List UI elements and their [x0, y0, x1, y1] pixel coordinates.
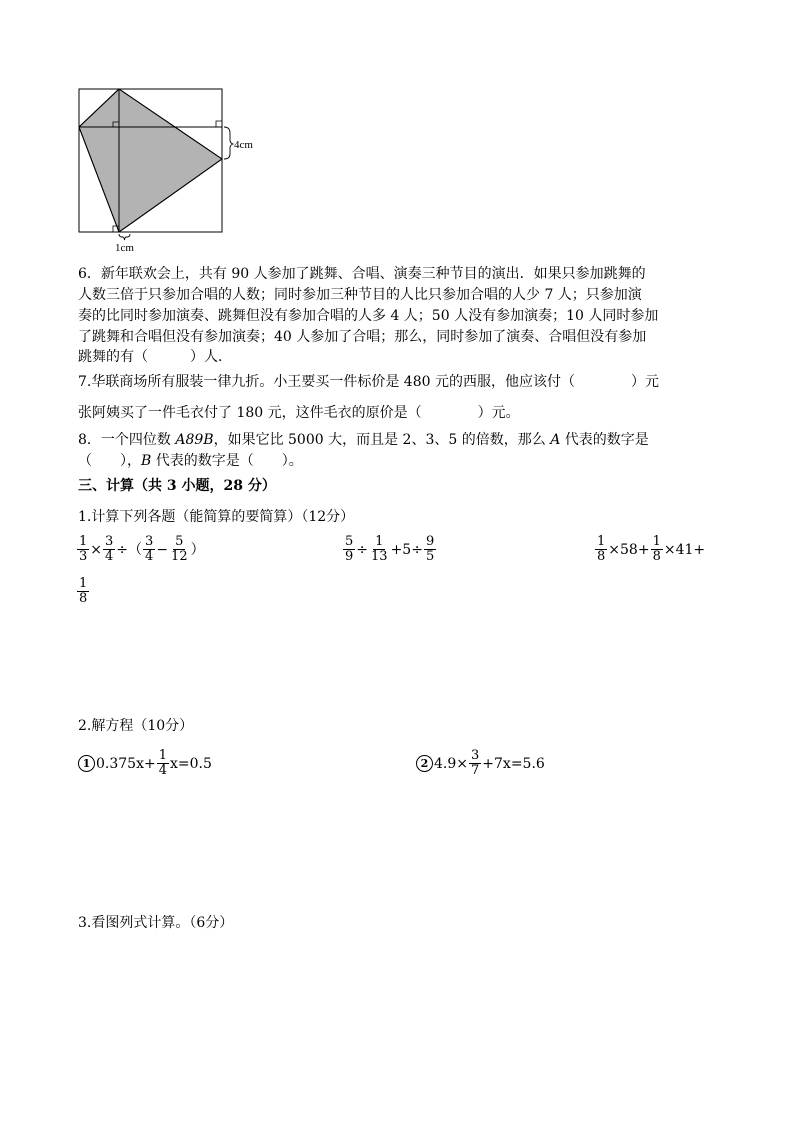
section-3-heading: 三、计算（共 3 小题，28 分） [78, 478, 276, 494]
fraction [103, 535, 115, 564]
numerator: 5 [345, 534, 354, 549]
closing-paren: ） [190, 541, 205, 558]
circled-number-1: 1 [78, 755, 95, 772]
circled-number-2: 2 [416, 755, 433, 772]
numerator: 5 [175, 534, 184, 549]
expression-c [594, 535, 705, 564]
label-4cm: 4cm [234, 139, 253, 151]
q6-line-4: 了跳舞和合唱但没有参加演奏；40 人参加了合唱；那么，同时参加了演奏、合唱但没有参加 [78, 329, 647, 345]
q8-var-b: B [141, 453, 152, 469]
q8-text-c: 代表的数字是 [560, 432, 649, 448]
denominator: 13 [371, 549, 388, 564]
numerator: 1 [79, 534, 88, 549]
denominator: 4 [145, 549, 154, 564]
q8-text-e: 代表的数字是（ ）。 [151, 453, 303, 469]
equation-text: +7x=5.6 [482, 755, 545, 772]
numerator: 9 [425, 534, 435, 549]
denominator: 7 [471, 763, 480, 778]
operator: × [90, 541, 103, 558]
q8-var-a: A [550, 432, 561, 448]
geometry-figure [70, 80, 270, 260]
q8-text-a: 8．一个四位数 [78, 432, 176, 448]
numerator: 1 [79, 576, 88, 591]
numerator: 1 [652, 534, 661, 549]
denominator: 8 [79, 591, 88, 606]
equation-text: 4.9× [434, 755, 468, 772]
denominator: 5 [425, 549, 435, 564]
fraction [157, 749, 169, 778]
q6-line-2: 人数三倍于只参加合唱的人数；同时参加三种节目的人比只参加合唱的人少 7 人；只参加演 [78, 287, 642, 303]
operator: ×58+ [608, 541, 650, 558]
label-1cm: 1cm [115, 242, 134, 254]
operator: ÷ [356, 541, 369, 558]
denominator: 4 [158, 763, 167, 778]
q8-text-d: （ ）， [78, 453, 141, 469]
expression-a [76, 535, 205, 564]
operator: +5÷ [390, 541, 423, 558]
fraction [169, 535, 190, 564]
numerator: 1 [375, 534, 384, 549]
fraction [651, 535, 663, 564]
equation-1 [78, 749, 212, 778]
part-3-title: 3.看图列式计算。（6分） [78, 915, 234, 931]
fraction [77, 535, 89, 564]
brace-right [224, 127, 233, 159]
equation-2 [416, 749, 545, 778]
q6-line-5: 跳舞的有（ ）人． [78, 349, 232, 365]
q6-line-3: 奏的比同时参加演奏、跳舞但没有参加合唱的人多 4 人；50 人没有参加演奏；10 人同时参加 [78, 308, 659, 324]
denominator: 9 [345, 549, 354, 564]
q8-line-1 [78, 430, 649, 450]
operator: − [156, 541, 169, 558]
numerator: 1 [158, 748, 167, 763]
part-2-title: 2.解方程（10分） [78, 718, 194, 734]
q7-line-2: 张阿姨买了一件毛衣付了 180 元，这件毛衣的原价是（ ）元。 [78, 405, 520, 421]
expression-b [342, 535, 437, 564]
right-angle-mark-right [216, 121, 222, 127]
operator: ÷（ [116, 541, 143, 558]
q6-line-1: 6．新年联欢会上，共有 90 人参加了跳舞、合唱、演奏三种节目的演出．如果只参加跳舞的 [78, 266, 646, 282]
numerator: 1 [597, 534, 606, 549]
expression-c-continued [76, 577, 90, 606]
q8-text-b: ，如果它比 5000 大，而且是 2、3、5 的倍数，那么 [213, 432, 551, 448]
numerator: 3 [145, 534, 154, 549]
brace-bottom [119, 234, 130, 240]
denominator: 8 [652, 549, 661, 564]
fraction [424, 535, 436, 564]
part-1-title: 1.计算下列各题（能简算的要简算）（12分） [78, 509, 355, 525]
equation-text: x=0.5 [170, 755, 212, 772]
denominator: 4 [105, 549, 114, 564]
operator: ×41+ [663, 541, 706, 558]
fraction [143, 535, 155, 564]
numerator: 3 [471, 748, 480, 763]
q8-var-a89b: A89B [175, 432, 214, 448]
denominator: 12 [171, 549, 188, 564]
fraction [369, 535, 390, 564]
equation-text: 0.375x+ [96, 755, 156, 772]
fraction [77, 577, 89, 606]
numerator: 3 [105, 534, 114, 549]
denominator: 8 [597, 549, 606, 564]
q7-line-1: 7.华联商场所有服装一律九折。小王要买一件标价是 480 元的西服，他应该付（ ）元 [78, 374, 659, 390]
q8-line-2 [78, 451, 303, 471]
fraction [595, 535, 607, 564]
fraction [469, 749, 481, 778]
fraction [343, 535, 355, 564]
denominator: 3 [79, 549, 88, 564]
